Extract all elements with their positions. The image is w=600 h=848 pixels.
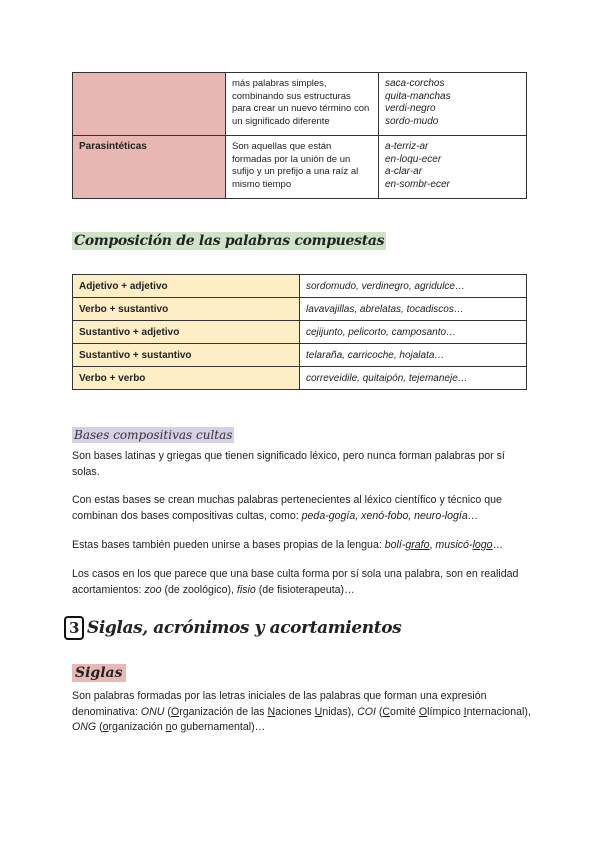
row-examples xyxy=(379,73,527,136)
text: Estas bases también pueden unirse a bases propias de la lengua: xyxy=(72,539,385,551)
table-row xyxy=(73,275,527,298)
section-title: Siglas, acrónimos y acortamientos xyxy=(87,618,402,638)
example: musicó-logo xyxy=(435,539,493,551)
example: verdi-negro xyxy=(385,103,436,114)
composition-type: Sustantivo + adjetivo xyxy=(73,321,300,344)
composition-examples: lavavajillas, abrelatas, tocadiscos… xyxy=(300,298,527,321)
composition-examples: sordomudo, verdinegro, agridulce… xyxy=(300,275,527,298)
composition-examples: correveidile, quitaipón, tejemaneje… xyxy=(300,367,527,390)
bases-paragraph-2 xyxy=(72,493,532,524)
row-label: Parasintéticas xyxy=(73,136,226,199)
section-number: 3 xyxy=(64,616,84,640)
table-row xyxy=(73,298,527,321)
composition-type: Verbo + verbo xyxy=(73,367,300,390)
composition-type: Verbo + sustantivo xyxy=(73,298,300,321)
table-row xyxy=(73,136,527,199)
section-heading xyxy=(64,616,401,640)
example: fisio xyxy=(236,583,256,596)
example: saca-corchos xyxy=(385,78,445,89)
row-label-empty xyxy=(73,73,226,136)
table-row xyxy=(73,73,527,136)
row-description: más palabras simples, combinando sus estructuras para crear un nuevo término con un significado diferente xyxy=(226,73,379,136)
example: a-terriz-ar xyxy=(385,141,429,152)
siglas-paragraph: Son palabras formadas por las letras iniciales de las palabras que forman una expresión denominativa: ONU (Organización de las Naciones Unidas), COI (Comité Olímpico Internacional), ONG (organización no gubernamental)… xyxy=(72,690,531,733)
row-examples xyxy=(379,136,527,199)
bases-paragraph-4: Los casos en los que parece que una base culta forma por sí sola una palabra, son en realidad acortamientos: zoo (de zoológico), fisio (de fisioterapeuta)… xyxy=(72,568,519,596)
text: Los casos en los que parece que una base culta forma por sí sola una palabra, son en realidad acortamientos: xyxy=(72,568,519,596)
example: a-clar-ar xyxy=(385,166,423,177)
composition-examples: cejijunto, pelicorto, camposanto… xyxy=(300,321,527,344)
bases-paragraph-3: Estas bases también pueden unirse a bases propias de la lengua: bolí-grafo, musicó-logo… xyxy=(72,539,504,551)
example: quita-manchas xyxy=(385,90,451,102)
examples: peda-gogía, xenó-fobo, neuro-logía… xyxy=(301,509,479,522)
composition-heading: Composición de las palabras compuestas xyxy=(74,233,385,249)
bases-heading: Bases compositivas cultas xyxy=(74,428,233,442)
text: Con estas bases se crean muchas palabras pertenecientes al léxico científico y técnico que combinan dos bases compositivas cultas, como: xyxy=(72,494,502,522)
siglas-heading: Siglas xyxy=(72,664,126,682)
composition-examples: telaraña, carricoche, hojalata… xyxy=(300,344,527,367)
row-description: Son aquellas que están formadas por la unión de un sufijo y un prefijo a una raíz al mismo tiempo xyxy=(226,136,379,199)
composition-type: Adjetivo + adjetivo xyxy=(73,275,300,298)
example: bolí-grafo xyxy=(384,539,430,551)
table-row xyxy=(73,344,527,367)
word-formation-table xyxy=(72,72,527,199)
table-row xyxy=(73,367,527,390)
example: en-sombr-ecer xyxy=(385,178,450,190)
example: zoo xyxy=(144,583,162,596)
composition-table xyxy=(72,274,527,390)
bases-paragraph-1: Son bases latinas y griegas que tienen significado léxico, pero nunca forman palabras por sí solas. xyxy=(72,450,505,478)
composition-type: Sustantivo + sustantivo xyxy=(73,344,300,367)
table-row xyxy=(73,321,527,344)
example: en-loqu-ecer xyxy=(385,153,442,165)
example: sordo-mudo xyxy=(385,115,439,127)
